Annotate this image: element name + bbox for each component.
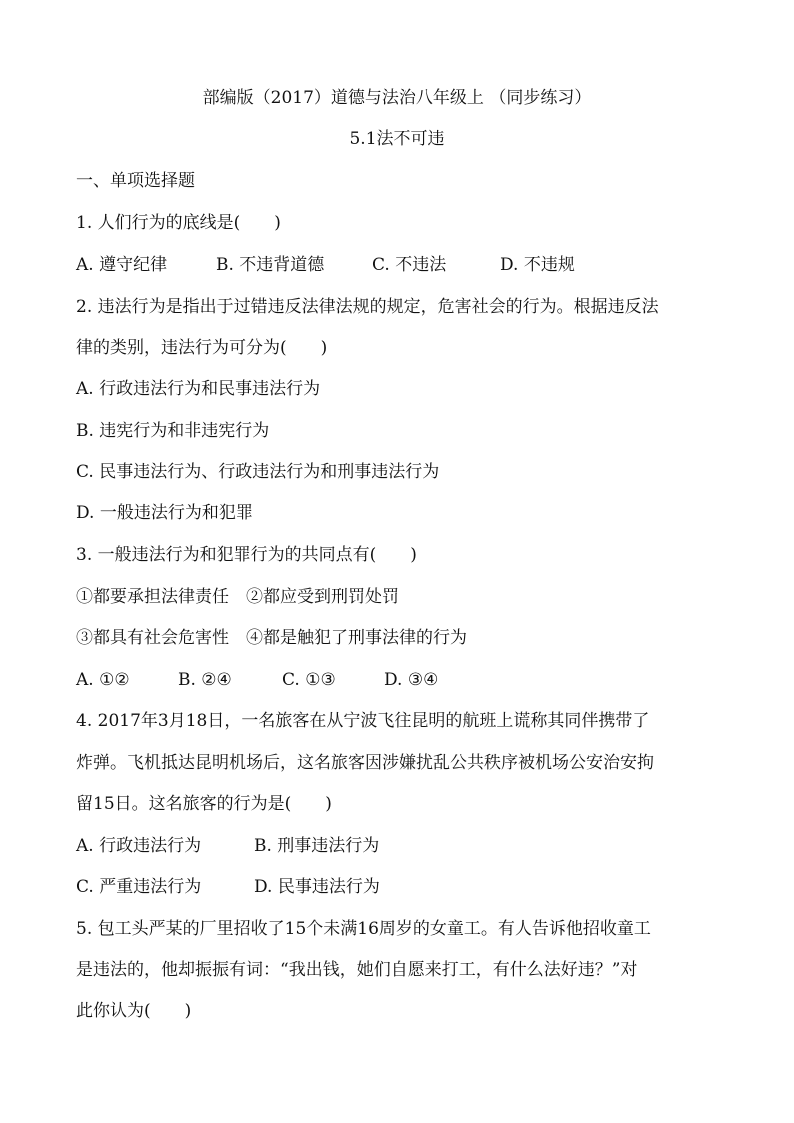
- question-1-stem: 1. 人们行为的底线是( ): [76, 213, 281, 233]
- option-d: D. ③④: [384, 670, 439, 690]
- option-a: A. 遵守纪律: [76, 255, 168, 275]
- section-heading: 一、单项选择题: [76, 171, 195, 191]
- option-b: B. ②④: [178, 670, 232, 690]
- option-d: D. 不违规: [500, 255, 575, 275]
- question-2-option-d: D. 一般违法行为和犯罪: [76, 503, 253, 523]
- option-a: A. 行政违法行为: [76, 836, 202, 856]
- question-4-stem-line-2: 炸弹。飞机抵达昆明机场后，这名旅客因涉嫌扰乱公共秩序被机场公安治安拘: [76, 753, 654, 773]
- document-subtitle: 5.1法不可违: [349, 129, 445, 149]
- question-1-options: [76, 254, 575, 276]
- question-2-stem-line-1: 2. 违法行为是指出于过错违反法律法规的规定，危害社会的行为。根据违反法: [76, 297, 659, 317]
- question-3-stem: 3. 一般违法行为和犯罪行为的共同点有( ): [76, 545, 417, 565]
- option-c: C. ①③: [282, 670, 336, 690]
- option-c: C. 不违法: [372, 255, 447, 275]
- question-4-stem-line-3: 留15日。这名旅客的行为是( ): [76, 794, 332, 814]
- option-a: A. ①②: [76, 670, 130, 690]
- option-d: D. 民事违法行为: [254, 877, 380, 897]
- question-4-options-row-2: [76, 876, 380, 898]
- question-5-stem-line-1: 5. 包工头严某的厂里招收了15个未满16周岁的女童工。有人告诉他招收童工: [76, 919, 651, 939]
- document-title: 部编版（2017）道德与法治八年级上 （同步练习）: [202, 88, 592, 108]
- option-b: B. 刑事违法行为: [254, 836, 380, 856]
- question-5-stem-line-3: 此你认为( ): [76, 1001, 192, 1021]
- option-b: B. 不违背道德: [216, 255, 325, 275]
- question-2-option-a: A. 行政违法行为和民事违法行为: [76, 379, 321, 399]
- question-4-options-row-1: [76, 835, 379, 857]
- question-3-statements-line-1: ①都要承担法律责任 ②都应受到刑罚处罚: [76, 587, 399, 607]
- question-2-option-c: C. 民事违法行为、行政违法行为和刑事违法行为: [76, 462, 440, 482]
- question-3-statements-line-2: ③都具有社会危害性 ④都是触犯了刑事法律的行为: [76, 628, 467, 648]
- question-5-stem-line-2: 是违法的，他却振振有词：“我出钱，她们自愿来打工，有什么法好违？”对: [76, 960, 638, 980]
- question-3-options: [76, 669, 438, 691]
- option-c: C. 严重违法行为: [76, 877, 202, 897]
- question-2-option-b: B. 违宪行为和非违宪行为: [76, 421, 270, 441]
- question-2-stem-line-2: 律的类别，违法行为可分为( ): [76, 338, 328, 358]
- question-4-stem-line-1: 4. 2017年3月18日，一名旅客在从宁波飞往昆明的航班上谎称其同伴携带了: [76, 711, 650, 731]
